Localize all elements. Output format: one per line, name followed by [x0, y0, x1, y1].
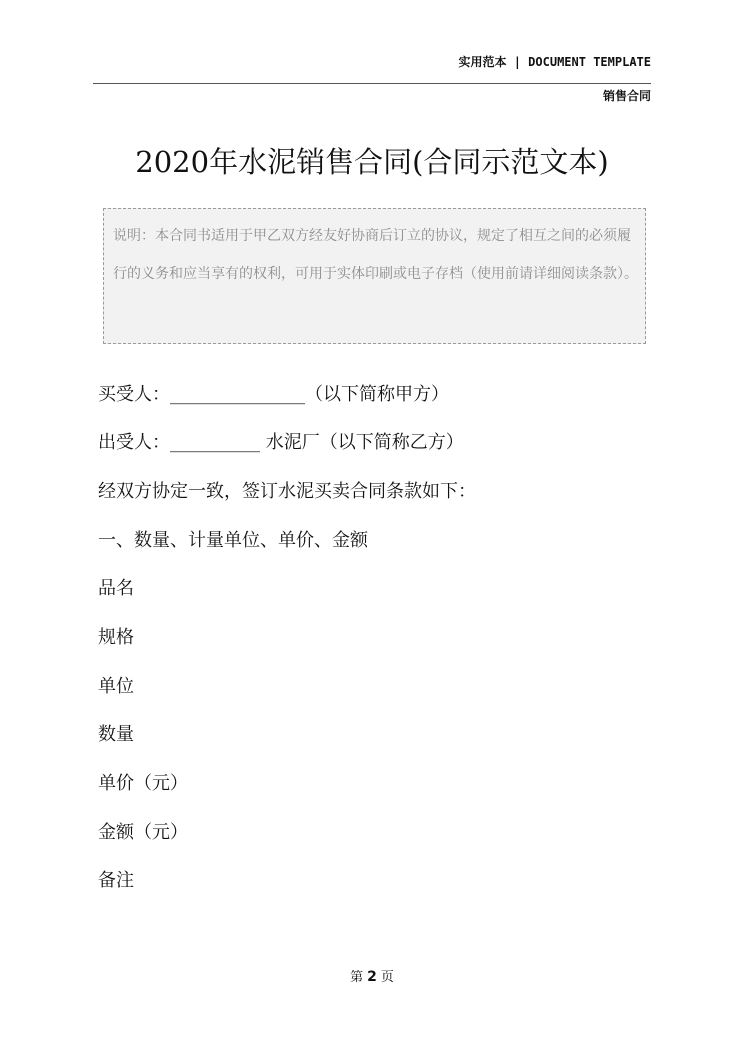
header-template-label: 实用范本 | DOCUMENT TEMPLATE	[458, 55, 651, 69]
footer-suffix: 页	[380, 970, 394, 985]
page-number: 2	[367, 969, 377, 985]
item-quantity: 数量	[98, 724, 134, 745]
document-title: 2020年水泥销售合同(合同示范文本)	[135, 145, 609, 179]
note-text: 说明：本合同书适用于甲乙双方经友好协商后订立的协议，规定了相互之间的必须履行的义务和应当享有的权利，可用于实体印刷或电子存档（使用前请详细阅读条款）。	[113, 228, 638, 282]
item-product-name: 品名	[98, 578, 134, 599]
header-divider	[93, 83, 651, 84]
section-heading: 一、数量、计量单位、单价、金额	[98, 530, 368, 551]
header-category: 销售合同	[602, 89, 651, 103]
item-specification: 规格	[98, 627, 134, 648]
page-footer	[0, 966, 744, 985]
item-unit: 单位	[98, 676, 134, 697]
item-remarks: 备注	[98, 870, 134, 891]
item-unit-price: 单价（元）	[98, 773, 188, 794]
item-amount: 金额（元）	[98, 822, 188, 843]
note-box	[103, 208, 646, 344]
seller-line: 出受人：__________ 水泥厂（以下简称乙方）	[98, 432, 464, 453]
agreement-line: 经双方协定一致，签订水泥买卖合同条款如下：	[98, 481, 476, 502]
footer-prefix: 第	[350, 970, 364, 985]
buyer-line: 买受人：_______________（以下简称甲方）	[98, 384, 449, 405]
